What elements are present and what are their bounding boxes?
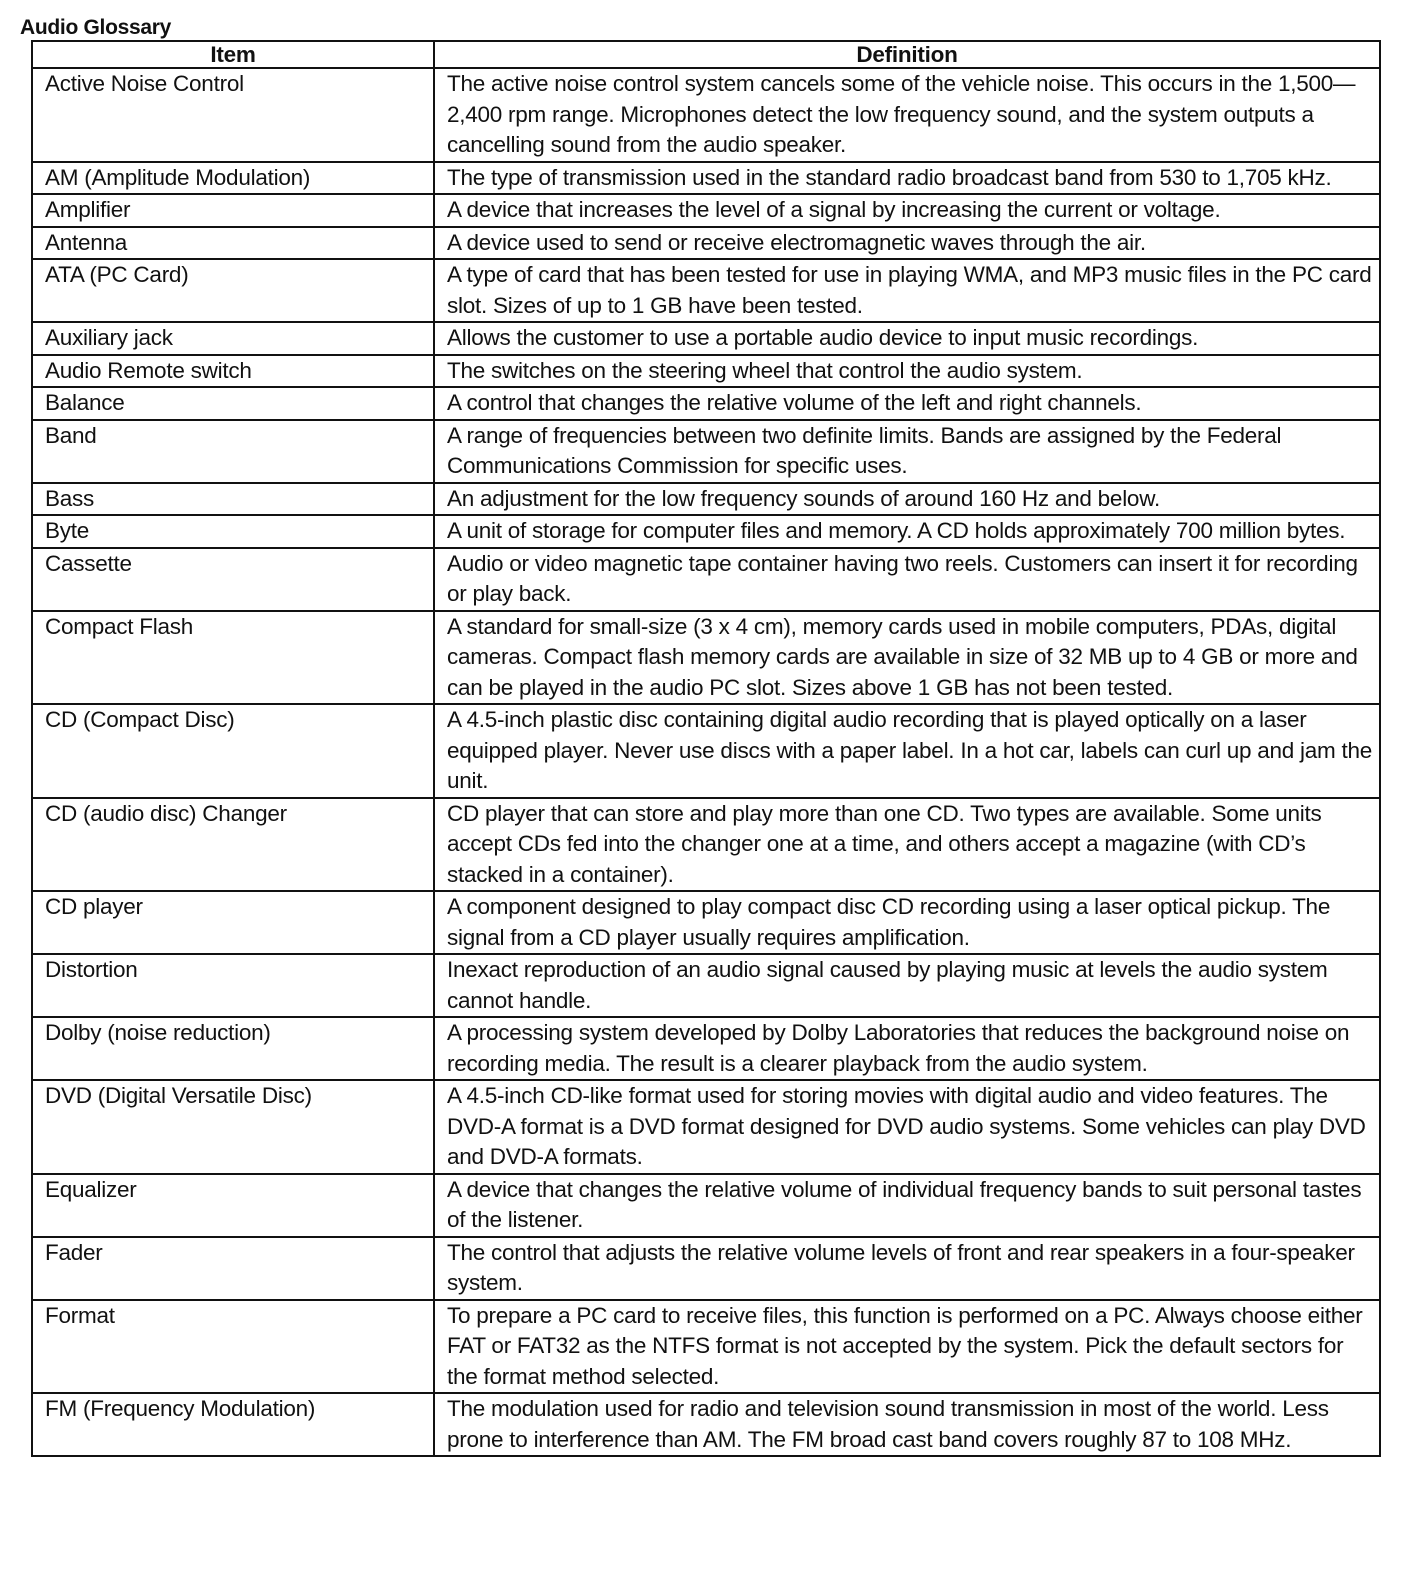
page-title: Audio Glossary [20,16,172,39]
glossary-definition: The type of transmission used in the standard radio broadcast band from 530 to 1,705 kHz. [434,162,1380,195]
glossary-term: CD (Compact Disc) [32,704,434,798]
glossary-definition: A range of frequencies between two definite limits. Bands are assigned by the Federal Communications Commission for specific uses. [434,420,1380,483]
glossary-term: Band [32,420,434,483]
glossary-definition: CD player that can store and play more than one CD. Two types are available. Some units accept CDs fed into the changer one at a time, and others accept a magazine (with CD’s stacked in a container). [434,798,1380,892]
table-row [32,227,1380,260]
glossary-definition: A device used to send or receive electromagnetic waves through the air. [434,227,1380,260]
glossary-term: Auxiliary jack [32,322,434,355]
glossary-definition: A 4.5-inch CD-like format used for storing movies with digital audio and video features. The DVD-A format is a DVD format designed for DVD audio systems. Some vehicles can play DVD and DVD-A formats. [434,1080,1380,1174]
glossary-term: Equalizer [32,1174,434,1237]
glossary-definition: A type of card that has been tested for use in playing WMA, and MP3 music files in the PC card slot. Sizes of up to 1 GB have been tested. [434,259,1380,322]
glossary-definition: Audio or video magnetic tape container having two reels. Customers can insert it for recording or play back. [434,548,1380,611]
glossary-definition: A processing system developed by Dolby Laboratories that reduces the background noise on recording media. The result is a clearer playback from the audio system. [434,1017,1380,1080]
table-row [32,1174,1380,1237]
glossary-definition: A control that changes the relative volume of the left and right channels. [434,387,1380,420]
glossary-definition: The switches on the steering wheel that control the audio system. [434,355,1380,388]
glossary-term: Fader [32,1237,434,1300]
glossary-term: CD player [32,891,434,954]
glossary-definition: An adjustment for the low frequency sounds of around 160 Hz and below. [434,483,1380,516]
table-row [32,387,1380,420]
glossary-body [32,68,1380,1456]
table-row [32,611,1380,705]
table-row [32,1393,1380,1456]
glossary-term: Compact Flash [32,611,434,705]
glossary-term: Bass [32,483,434,516]
glossary-term: Cassette [32,548,434,611]
glossary-definition: A unit of storage for computer files and memory. A CD holds approximately 700 million bytes. [434,515,1380,548]
glossary-definition: The control that adjusts the relative volume levels of front and rear speakers in a four-speaker system. [434,1237,1380,1300]
glossary-term: Active Noise Control [32,68,434,162]
glossary-term: CD (audio disc) Changer [32,798,434,892]
table-row [32,1080,1380,1174]
table-row [32,355,1380,388]
glossary-term: Audio Remote switch [32,355,434,388]
table-header-row [32,41,1380,68]
glossary-term: Format [32,1300,434,1394]
table-row [32,322,1380,355]
glossary-term: AM (Amplitude Modulation) [32,162,434,195]
table-row [32,420,1380,483]
table-row [32,798,1380,892]
table-row [32,704,1380,798]
table-row [32,162,1380,195]
glossary-term: Byte [32,515,434,548]
table-row [32,483,1380,516]
glossary-definition: A standard for small-size (3 x 4 cm), memory cards used in mobile computers, PDAs, digital cameras. Compact flash memory cards are available in size of 32 MB up to 4 GB or more and can be played in the audio PC slot. Sizes above 1 GB has not been tested. [434,611,1380,705]
table-row [32,1017,1380,1080]
table-row [32,68,1380,162]
glossary-definition: A device that increases the level of a signal by increasing the current or voltage. [434,194,1380,227]
table-row [32,891,1380,954]
glossary-term: ATA (PC Card) [32,259,434,322]
table-row [32,515,1380,548]
glossary-term: Amplifier [32,194,434,227]
glossary-term: Antenna [32,227,434,260]
glossary-term: Balance [32,387,434,420]
glossary-term: Distortion [32,954,434,1017]
glossary-definition: A component designed to play compact disc CD recording using a laser optical pickup. The signal from a CD player usually requires amplification. [434,891,1380,954]
glossary-term: DVD (Digital Versatile Disc) [32,1080,434,1174]
column-header-item: Item [32,41,434,68]
table-row [32,194,1380,227]
table-row [32,954,1380,1017]
table-row [32,259,1380,322]
table-row [32,1300,1380,1394]
table-row [32,1237,1380,1300]
glossary-definition: A device that changes the relative volume of individual frequency bands to suit personal tastes of the listener. [434,1174,1380,1237]
glossary-term: Dolby (noise reduction) [32,1017,434,1080]
glossary-definition: Inexact reproduction of an audio signal caused by playing music at levels the audio system cannot handle. [434,954,1380,1017]
glossary-term: FM (Frequency Modulation) [32,1393,434,1456]
glossary-definition: Allows the customer to use a portable audio device to input music recordings. [434,322,1380,355]
glossary-definition: To prepare a PC card to receive files, this function is performed on a PC. Always choose either FAT or FAT32 as the NTFS format is not accepted by the system. Pick the default sectors for the format method selected. [434,1300,1380,1394]
table-row [32,548,1380,611]
glossary-definition: The modulation used for radio and television sound transmission in most of the world. Less prone to interference than AM. The FM broad cast band covers roughly 87 to 108 MHz. [434,1393,1380,1456]
glossary-definition: A 4.5-inch plastic disc containing digital audio recording that is played optically on a laser equipped player. Never use discs with a paper label. In a hot car, labels can curl up and jam the unit. [434,704,1380,798]
glossary-table [31,40,1381,1457]
glossary-definition: The active noise control system cancels some of the vehicle noise. This occurs in the 1,500—2,400 rpm range. Microphones detect the low frequency sound, and the system outputs a cancelling sound from the audio speaker. [434,68,1380,162]
column-header-definition: Definition [434,41,1380,68]
